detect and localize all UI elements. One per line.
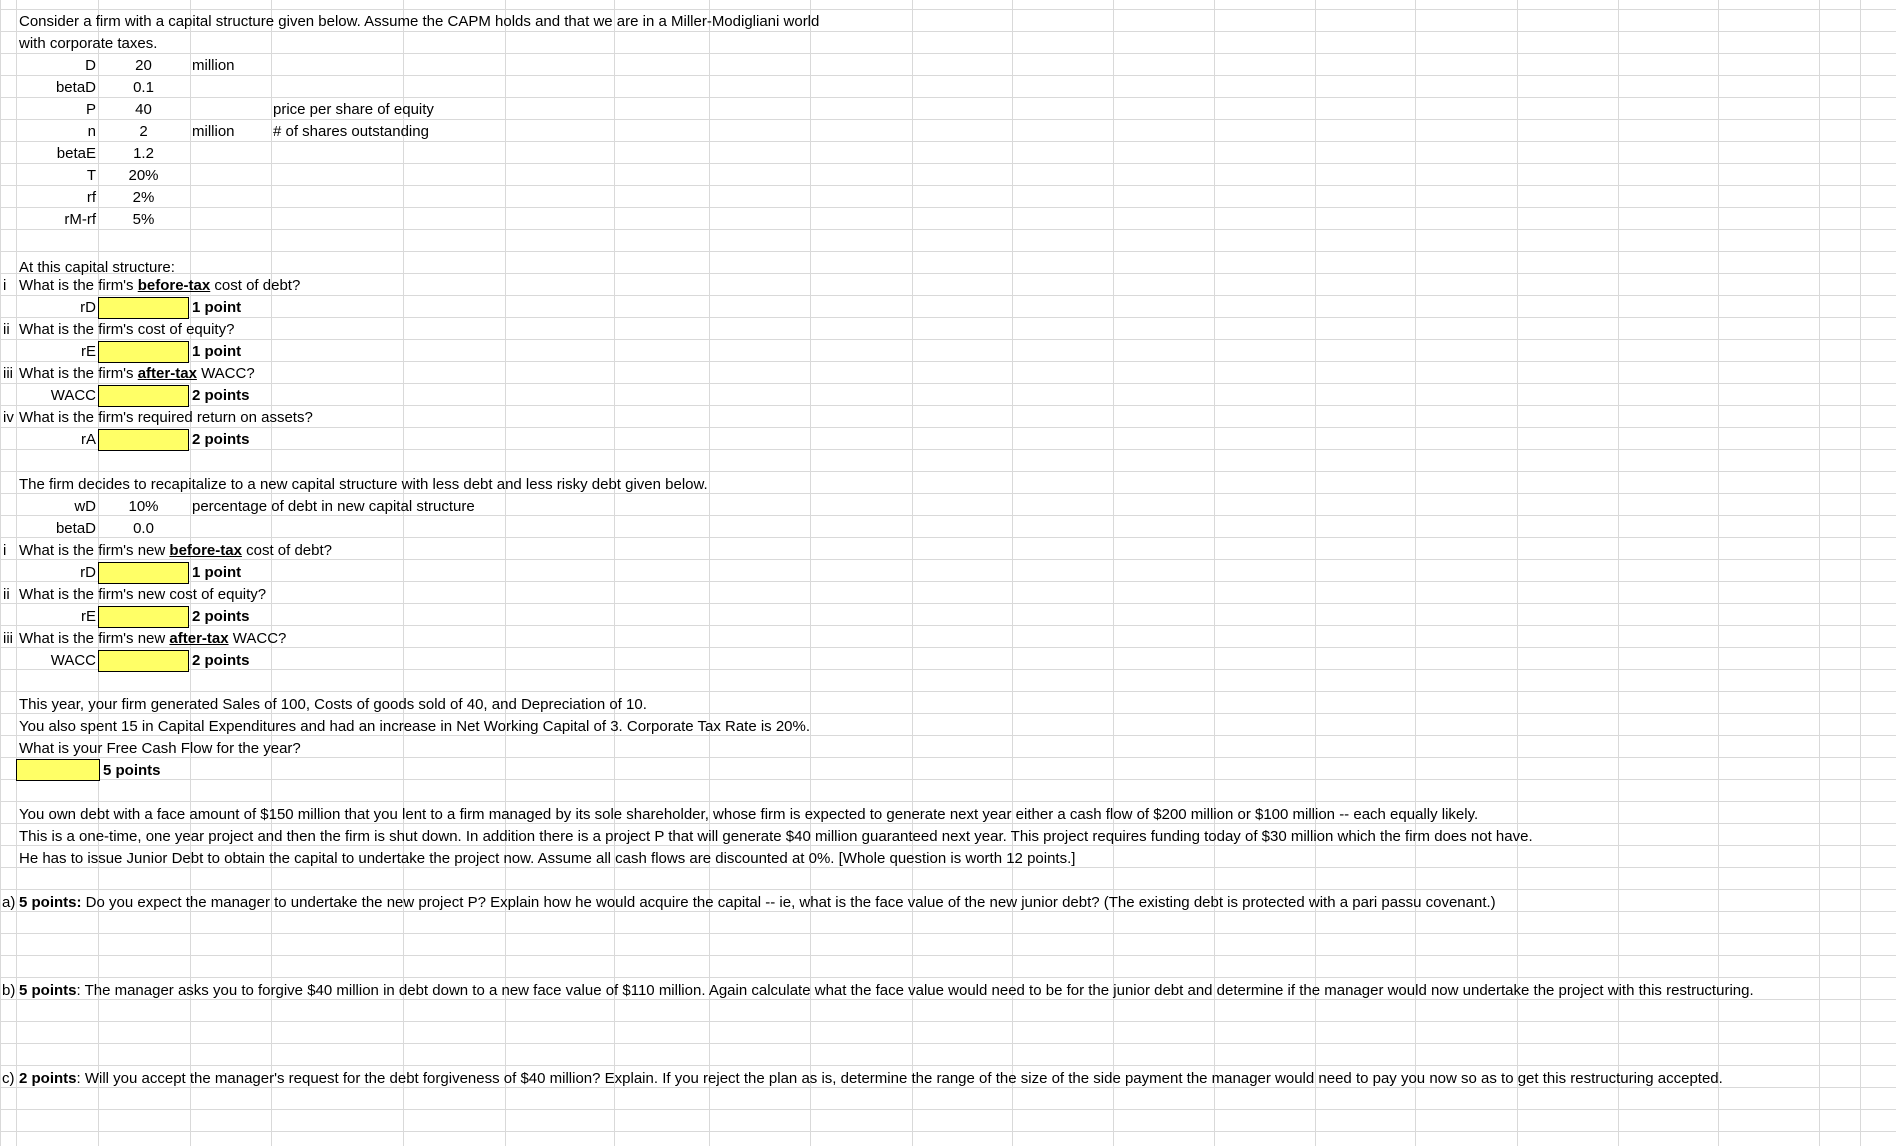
part3-points: 5 points — [103, 762, 161, 779]
param-label: betaE — [56, 145, 96, 162]
param-value: 2 — [139, 123, 148, 140]
part1-q3-points: 2 points — [192, 387, 250, 404]
part1-q1-points: 1 point — [192, 299, 242, 316]
param-value: 40 — [135, 101, 152, 118]
part2-q3-number: iii — [3, 630, 13, 647]
part2-q1-label: rD — [80, 564, 96, 581]
part1-q3-text: What is the firm's after-tax WACC? — [19, 365, 255, 382]
param-label: n — [87, 123, 96, 140]
part2-q2-answer-cell[interactable] — [98, 606, 189, 628]
param-value: 0.1 — [133, 79, 154, 96]
part4-line1: You own debt with a face amount of $150 million that you lent to a firm managed by its sole shareholder, whose firm is expected to generate next year either a cash flow of $200 million or $100 million -- each equally likely. — [19, 806, 1479, 823]
part4-qa-text: 5 points: Do you expect the manager to undertake the new project P? Explain how he would acquire the capital -- ie, what is the face value of the new junior debt? (The existing debt is protected with a pari passu covenant.) — [19, 894, 1496, 911]
part1-q2-number: ii — [3, 321, 10, 338]
part1-q3-answer-cell[interactable] — [98, 385, 189, 407]
param-label: rf — [86, 189, 96, 206]
part2-q2-label: rE — [81, 608, 96, 625]
part1-q4-points: 2 points — [192, 431, 250, 448]
param-label: T — [86, 167, 96, 184]
part2-wd-value: 10% — [128, 498, 159, 515]
part2-q1-points: 1 point — [192, 564, 242, 581]
param-note: # of shares outstanding — [273, 123, 429, 140]
part1-q3-label: WACC — [50, 387, 96, 404]
part1-q4-answer-cell[interactable] — [98, 429, 189, 451]
part1-q2-points: 1 point — [192, 343, 242, 360]
part1-q2-label: rE — [81, 343, 96, 360]
param-note: price per share of equity — [273, 101, 434, 118]
param-value: 2% — [132, 189, 155, 206]
part1-q3-number: iii — [3, 365, 13, 382]
part1-q1-answer-cell[interactable] — [98, 297, 189, 319]
part2-q3-points: 2 points — [192, 652, 250, 669]
part1-q1-label: rD — [80, 299, 96, 316]
part1-heading: At this capital structure: — [19, 259, 175, 276]
param-value: 20% — [128, 167, 159, 184]
part2-q3-answer-cell[interactable] — [98, 650, 189, 672]
part1-q2-text: What is the firm's cost of equity? — [19, 321, 235, 338]
part3-line2: You also spent 15 in Capital Expenditures and had an increase in Net Working Capital of 3. Corporate Tax Rate is 20%. — [19, 718, 811, 735]
part4-line3: He has to issue Junior Debt to obtain the capital to undertake the project now. Assume all cash flows are discounted at 0%. [Whole question is worth 12 points.] — [19, 850, 1076, 867]
part1-q4-label: rA — [81, 431, 96, 448]
part2-q1-answer-cell[interactable] — [98, 562, 189, 584]
part2-betad-label: betaD — [55, 520, 96, 537]
param-value: 1.2 — [133, 145, 154, 162]
part4-qb-text: 5 points: The manager asks you to forgive $40 million in debt down to a new face value of $110 million. Again calculate what the face value would need to be for the junior debt and determine if the manager would now undertake the project with this restructuring. — [19, 982, 1754, 999]
part2-q3-text: What is the firm's new after-tax WACC? — [19, 630, 287, 647]
part2-q3-label: WACC — [50, 652, 96, 669]
part4-qc-number: c) — [2, 1070, 15, 1087]
part2-betad-value: 0.0 — [133, 520, 154, 537]
part2-q1-text: What is the firm's new before-tax cost of debt? — [19, 542, 332, 559]
param-label: rM-rf — [64, 211, 96, 228]
part2-q2-number: ii — [3, 586, 10, 603]
part4-qc-text: 2 points: Will you accept the manager's request for the debt forgiveness of $40 million? Explain. If you reject the plan as is, determine the range of the size of the side payment the manager would need to pay you now so as to get this restructuring accepted. — [19, 1070, 1723, 1087]
part2-heading: The firm decides to recapitalize to a new capital structure with less debt and less risky debt given below. — [19, 476, 708, 493]
param-label: D — [85, 57, 96, 74]
intro-text-line2: with corporate taxes. — [19, 35, 158, 52]
param-value: 5% — [132, 211, 155, 228]
param-value: 20 — [135, 57, 152, 74]
part3-answer-cell[interactable] — [16, 759, 100, 781]
param-label: betaD — [55, 79, 96, 96]
part2-q1-number: i — [3, 542, 7, 559]
part1-q1-text: What is the firm's before-tax cost of debt? — [19, 277, 301, 294]
part1-q4-text: What is the firm's required return on assets? — [19, 409, 313, 426]
part1-q1-number: i — [3, 277, 7, 294]
part2-wd-note: percentage of debt in new capital structure — [192, 498, 475, 515]
part3-line3: What is your Free Cash Flow for the year? — [19, 740, 301, 757]
part4-qa-number: a) — [2, 894, 16, 911]
param-unit: million — [192, 123, 235, 140]
part2-q2-text: What is the firm's new cost of equity? — [19, 586, 267, 603]
part4-line2: This is a one-time, one year project and then the firm is shut down. In addition there is a project P that will generate $40 million guaranteed next year. This project requires funding today of $30 million which the firm does not have. — [19, 828, 1533, 845]
part2-q2-points: 2 points — [192, 608, 250, 625]
part1-q2-answer-cell[interactable] — [98, 341, 189, 363]
part2-wd-label: wD — [74, 498, 96, 515]
part3-line1: This year, your firm generated Sales of 100, Costs of goods sold of 40, and Depreciation of 10. — [19, 696, 647, 713]
part1-q4-number: iv — [3, 409, 14, 426]
param-unit: million — [192, 57, 235, 74]
part4-qb-number: b) — [2, 982, 16, 999]
param-label: P — [85, 101, 96, 118]
intro-text-line1: Consider a firm with a capital structure given below. Assume the CAPM holds and that we are in a Miller-Modigliani world — [19, 13, 820, 30]
